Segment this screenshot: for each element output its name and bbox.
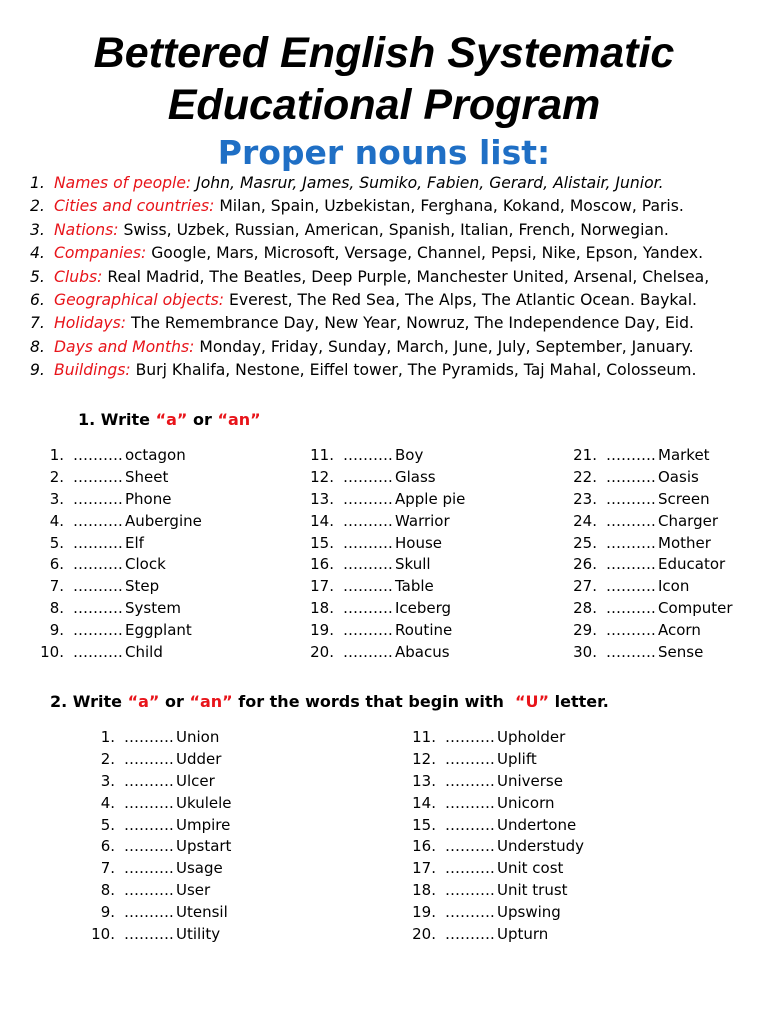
proper-noun-row — [30, 219, 765, 242]
answer-blank[interactable]: ………. — [73, 446, 123, 464]
exercise-item-word: Sense — [658, 643, 704, 662]
proper-noun-number: 6. — [30, 290, 45, 309]
answer-blank[interactable]: ………. — [343, 577, 393, 596]
page-title-line-1: Bettered English Systematic — [93, 29, 675, 77]
answer-blank[interactable]: ………. — [606, 446, 656, 464]
exercise-item-word: Uplift — [497, 749, 537, 768]
exercise-item-word: Universe — [497, 771, 563, 790]
exercise-item-number: 1. — [49, 446, 64, 464]
answer-blank[interactable]: ………. — [343, 533, 393, 552]
exercise-item — [310, 576, 465, 598]
exercise-item-word: Iceberg — [395, 599, 452, 618]
exercise-item-word: Child — [125, 643, 163, 662]
exercise-item-word: Computer — [658, 599, 733, 618]
answer-blank[interactable]: ………. — [124, 859, 174, 878]
answer-blank[interactable]: ………. — [445, 881, 495, 900]
exercise-item-number: 15. — [310, 533, 334, 552]
exercise-item-word: Unit trust — [497, 881, 568, 900]
exercise-item — [412, 727, 584, 749]
exercise-item-number: 24. — [573, 511, 597, 530]
exercise-item-number: 28. — [573, 599, 597, 618]
exercise-item — [310, 489, 465, 511]
exercise-item-word: Usage — [176, 859, 223, 878]
proper-noun-number: 9. — [30, 361, 45, 380]
exercise-item-word: Abacus — [395, 643, 450, 662]
exercise-item-number: 6. — [100, 837, 115, 856]
exercise-item — [40, 511, 202, 533]
exercise-1-heading-prefix: 1. Write — [78, 410, 156, 429]
exercise-item-word: Utility — [176, 925, 221, 944]
answer-blank[interactable]: ………. — [343, 555, 393, 574]
exercise-item-number: 16. — [412, 837, 436, 856]
proper-noun-examples: Everest, The Red Sea, The Alps, The Atlantic Ocean. Baykal. — [224, 290, 697, 309]
answer-blank[interactable]: ………. — [445, 903, 495, 922]
exercise-item-word: Step — [125, 577, 160, 596]
exercise-1-column-3 — [573, 445, 733, 664]
proper-noun-row — [30, 195, 765, 218]
exercise-item — [412, 793, 584, 815]
answer-blank[interactable]: ………. — [343, 446, 393, 464]
exercise-item-number: 9. — [49, 621, 64, 640]
exercise-2-heading — [50, 690, 609, 714]
answer-blank[interactable]: ………. — [124, 771, 174, 790]
exercise-item-number: 22. — [573, 467, 597, 486]
answer-blank[interactable]: ………. — [343, 489, 393, 508]
exercise-item-word: Aubergine — [125, 511, 202, 530]
exercise-item-number: 1. — [100, 728, 115, 746]
answer-blank[interactable]: ………. — [445, 793, 495, 812]
exercise-item — [310, 445, 465, 467]
exercise-item-number: 12. — [310, 467, 334, 486]
exercise-1-heading-or: or — [187, 410, 218, 429]
exercise-item-number: 20. — [412, 925, 436, 944]
exercise-item — [310, 598, 465, 620]
exercise-item-number: 9. — [100, 903, 115, 922]
exercise-item-number: 19. — [412, 903, 436, 922]
exercise-item — [40, 489, 202, 511]
exercise-item-word: House — [395, 533, 443, 552]
exercise-item-number: 18. — [310, 599, 334, 618]
exercise-2-heading-prefix: 2. Write — [50, 692, 128, 711]
exercise-item-number: 2. — [49, 467, 64, 486]
exercise-item — [573, 554, 733, 576]
exercise-item — [412, 902, 584, 924]
exercise-item-word: Ulcer — [176, 771, 215, 790]
exercise-item — [573, 576, 733, 598]
proper-noun-category: Geographical objects: — [54, 290, 225, 309]
exercise-item-word: Apple pie — [395, 489, 466, 508]
exercise-item — [310, 554, 465, 576]
answer-blank[interactable]: ………. — [343, 511, 393, 530]
answer-blank[interactable]: ………. — [73, 555, 123, 574]
answer-blank[interactable]: ………. — [606, 489, 656, 508]
answer-blank[interactable]: ………. — [343, 643, 393, 662]
exercise-item-word: octagon — [125, 446, 186, 464]
exercise-item — [91, 902, 232, 924]
exercise-item — [91, 858, 232, 880]
exercise-item-word: Glass — [395, 467, 436, 486]
exercise-item-word: Icon — [658, 577, 690, 596]
exercise-item-word: Union — [176, 728, 220, 746]
proper-noun-row — [30, 172, 765, 195]
proper-noun-category: Holidays: — [54, 314, 126, 333]
exercise-item — [412, 771, 584, 793]
proper-noun-number: 7. — [30, 314, 45, 333]
exercise-item — [91, 727, 232, 749]
answer-blank[interactable]: ………. — [445, 837, 495, 856]
answer-blank[interactable]: ………. — [73, 511, 123, 530]
exercise-item — [40, 576, 202, 598]
exercise-item — [40, 533, 202, 555]
exercise-item-number: 11. — [412, 728, 436, 746]
exercise-item-number: 25. — [573, 533, 597, 552]
exercise-item — [310, 467, 465, 489]
exercise-item-word: Upswing — [497, 903, 561, 922]
answer-blank[interactable]: ………. — [445, 815, 495, 834]
answer-blank[interactable]: ………. — [606, 621, 656, 640]
exercise-2-column-2 — [412, 727, 584, 946]
exercise-2-heading-or: or — [159, 692, 190, 711]
proper-noun-examples: The Remembrance Day, New Year, Nowruz, The Independence Day, Eid. — [126, 314, 694, 333]
exercise-item-word: Ukulele — [176, 793, 232, 812]
exercise-item-number: 3. — [49, 489, 64, 508]
page-title-line-2: Educational Program — [167, 81, 601, 129]
exercise-item — [310, 511, 465, 533]
exercise-item — [91, 749, 232, 771]
answer-blank[interactable]: ………. — [124, 903, 174, 922]
exercise-item — [573, 642, 733, 664]
answer-blank[interactable]: ………. — [606, 533, 656, 552]
exercise-item — [40, 445, 202, 467]
exercise-item-number: 14. — [310, 511, 334, 530]
exercise-item-number: 29. — [573, 621, 597, 640]
answer-blank[interactable]: ………. — [124, 925, 174, 944]
proper-noun-examples: Swiss, Uzbek, Russian, American, Spanish, Italian, French, Norwegian. — [118, 220, 669, 239]
exercise-1-heading-an: “an” — [217, 410, 261, 429]
proper-noun-category: Days and Months: — [54, 337, 195, 356]
proper-noun-examples: Google, Mars, Microsoft, Versage, Channel, Pepsi, Nike, Epson, Yandex. — [146, 244, 704, 263]
proper-noun-category: Companies: — [54, 244, 147, 263]
answer-blank[interactable]: ………. — [445, 859, 495, 878]
proper-noun-examples: John, Masrur, James, Sumiko, Fabien, Gerard, Alistair, Junior. — [191, 174, 664, 192]
exercise-item — [91, 836, 232, 858]
exercise-item-word: Upturn — [497, 925, 549, 944]
proper-noun-row — [30, 242, 765, 265]
answer-blank[interactable]: ………. — [606, 643, 656, 662]
answer-blank[interactable]: ………. — [124, 793, 174, 812]
exercise-2-heading-middle: for the words that begin with — [232, 692, 516, 711]
answer-blank[interactable]: ………. — [73, 489, 123, 508]
exercise-item-word: Warrior — [395, 511, 450, 530]
answer-blank[interactable]: ………. — [124, 881, 174, 900]
exercise-item — [91, 771, 232, 793]
exercise-item-word: Skull — [395, 555, 431, 574]
exercise-1-heading — [78, 408, 261, 432]
answer-blank[interactable]: ………. — [73, 533, 123, 552]
proper-noun-number: 2. — [30, 197, 45, 216]
exercise-1-column-2 — [310, 445, 465, 664]
proper-noun-number: 3. — [30, 220, 45, 239]
proper-noun-row — [30, 266, 765, 289]
exercise-item-number: 5. — [49, 533, 64, 552]
answer-blank[interactable]: ………. — [606, 555, 656, 574]
exercise-item-word: Market — [658, 446, 710, 464]
exercise-item-number: 16. — [310, 555, 334, 574]
exercise-item-number: 26. — [573, 555, 597, 574]
exercise-item-word: Utensil — [176, 903, 228, 922]
exercise-item-word: Understudy — [497, 837, 585, 856]
exercise-item-number: 5. — [100, 815, 115, 834]
exercise-item-word: Mother — [658, 533, 711, 552]
exercise-item-number: 23. — [573, 489, 597, 508]
proper-noun-row — [30, 312, 765, 335]
answer-blank[interactable]: ………. — [124, 815, 174, 834]
exercise-item-word: Undertone — [497, 815, 577, 834]
exercise-item-word: Table — [395, 577, 434, 596]
exercise-item-word: Boy — [395, 446, 424, 464]
exercise-item-number: 7. — [100, 859, 115, 878]
exercise-item-word: Upholder — [497, 728, 566, 746]
exercise-item-word: System — [125, 599, 181, 618]
exercise-item-number: 7. — [49, 577, 64, 596]
exercise-item — [310, 533, 465, 555]
exercise-item — [91, 815, 232, 837]
proper-noun-examples: Milan, Spain, Uzbekistan, Ferghana, Kokand, Moscow, Paris. — [214, 197, 684, 216]
proper-noun-category: Clubs: — [54, 267, 103, 286]
exercise-item-word: Charger — [658, 511, 718, 530]
proper-noun-row — [30, 336, 765, 359]
answer-blank[interactable]: ………. — [606, 577, 656, 596]
exercise-2-heading-an: “an” — [189, 692, 233, 711]
answer-blank[interactable]: ………. — [445, 728, 495, 746]
exercise-item-number: 13. — [412, 771, 436, 790]
answer-blank[interactable]: ………. — [445, 925, 495, 944]
exercise-item — [412, 858, 584, 880]
exercise-item-word: Sheet — [125, 467, 169, 486]
answer-blank[interactable]: ………. — [343, 599, 393, 618]
answer-blank[interactable]: ………. — [124, 728, 174, 746]
proper-noun-category: Names of people: — [54, 174, 192, 192]
answer-blank[interactable]: ………. — [606, 467, 656, 486]
exercise-item-word: User — [176, 881, 211, 900]
exercise-item — [573, 489, 733, 511]
proper-noun-examples: Burj Khalifa, Nestone, Eiffel tower, The Pyramids, Taj Mahal, Colosseum. — [130, 361, 697, 380]
proper-noun-number: 4. — [30, 244, 45, 263]
exercise-1-column-1 — [40, 445, 202, 664]
answer-blank[interactable]: ………. — [445, 749, 495, 768]
answer-blank[interactable]: ………. — [73, 643, 123, 662]
exercise-2-heading-suffix: letter. — [549, 692, 609, 711]
exercise-item — [310, 620, 465, 642]
exercise-item — [412, 880, 584, 902]
exercise-item — [573, 533, 733, 555]
answer-blank[interactable]: ………. — [73, 577, 123, 596]
answer-blank[interactable]: ………. — [73, 467, 123, 486]
exercise-item — [91, 880, 232, 902]
exercise-item-word: Clock — [125, 555, 166, 574]
exercise-item-number: 18. — [412, 881, 436, 900]
exercise-item-word: Educator — [658, 555, 726, 574]
proper-noun-row — [30, 359, 765, 382]
exercise-item-number: 8. — [49, 599, 64, 618]
exercise-item-number: 13. — [310, 489, 334, 508]
exercise-item-number: 21. — [573, 446, 597, 464]
exercise-item-number: 15. — [412, 815, 436, 834]
exercise-2-column-1 — [91, 727, 232, 946]
exercise-item-word: Oasis — [658, 467, 699, 486]
proper-noun-row — [30, 289, 765, 312]
answer-blank[interactable]: ………. — [73, 621, 123, 640]
exercise-2-heading-a: “a” — [127, 692, 160, 711]
answer-blank[interactable]: ………. — [124, 749, 174, 768]
exercise-item-word: Routine — [395, 621, 453, 640]
exercise-item-number: 10. — [91, 925, 115, 944]
exercise-item-number: 4. — [100, 793, 115, 812]
exercise-item-word: Eggplant — [125, 621, 192, 640]
exercise-item-number: 10. — [40, 643, 64, 662]
answer-blank[interactable]: ………. — [445, 771, 495, 790]
exercise-item-word: Udder — [176, 749, 222, 768]
proper-noun-number: 8. — [30, 337, 45, 356]
exercise-item-word: Phone — [125, 489, 172, 508]
exercise-item — [310, 642, 465, 664]
exercise-item — [40, 554, 202, 576]
proper-noun-number: 1. — [30, 174, 45, 192]
exercise-item-number: 19. — [310, 621, 334, 640]
exercise-item — [573, 598, 733, 620]
exercise-item-number: 2. — [100, 749, 115, 768]
exercise-item-number: 14. — [412, 793, 436, 812]
exercise-item-word: Unicorn — [497, 793, 555, 812]
exercise-item — [40, 620, 202, 642]
exercise-item — [412, 749, 584, 771]
proper-noun-examples: Real Madrid, The Beatles, Deep Purple, Manchester United, Arsenal, Chelsea, — [102, 267, 710, 286]
exercise-item-number: 27. — [573, 577, 597, 596]
exercise-item-word: Unit cost — [497, 859, 564, 878]
exercise-item — [412, 924, 584, 946]
exercise-item — [40, 467, 202, 489]
exercise-item-word: Screen — [658, 489, 710, 508]
exercise-item — [573, 445, 733, 467]
exercise-item — [573, 467, 733, 489]
exercise-item-word: Umpire — [176, 815, 231, 834]
exercise-2-heading-u: “U” — [515, 692, 550, 711]
exercise-item — [91, 793, 232, 815]
exercise-item — [40, 642, 202, 664]
exercise-item-word: Upstart — [176, 837, 232, 856]
proper-noun-examples: Monday, Friday, Sunday, March, June, July, September, January. — [194, 337, 694, 356]
exercise-item-number: 6. — [49, 555, 64, 574]
exercise-item — [573, 620, 733, 642]
proper-noun-category: Nations: — [54, 220, 119, 239]
exercise-item-number: 17. — [412, 859, 436, 878]
exercise-item-word: Acorn — [658, 621, 701, 640]
answer-blank[interactable]: ………. — [73, 599, 123, 618]
exercise-item-number: 8. — [100, 881, 115, 900]
exercise-item-number: 12. — [412, 749, 436, 768]
proper-nouns-list — [30, 172, 765, 383]
exercise-item-number: 4. — [49, 511, 64, 530]
exercise-item — [412, 836, 584, 858]
section-title-proper-nouns: Proper nouns list: — [217, 133, 551, 172]
exercise-item — [412, 815, 584, 837]
exercise-item-number: 17. — [310, 577, 334, 596]
exercise-item — [91, 924, 232, 946]
exercise-item — [40, 598, 202, 620]
answer-blank[interactable]: ………. — [606, 511, 656, 530]
proper-noun-number: 5. — [30, 267, 45, 286]
answer-blank[interactable]: ………. — [343, 621, 393, 640]
exercise-1-heading-a: “a” — [155, 410, 188, 429]
answer-blank[interactable]: ………. — [343, 467, 393, 486]
exercise-item-number: 30. — [573, 643, 597, 662]
proper-noun-category: Buildings: — [54, 361, 131, 380]
exercise-item-number: 3. — [100, 771, 115, 790]
answer-blank[interactable]: ………. — [124, 837, 174, 856]
exercise-item — [573, 511, 733, 533]
exercise-item-number: 11. — [310, 446, 334, 464]
answer-blank[interactable]: ………. — [606, 599, 656, 618]
proper-noun-category: Cities and countries: — [54, 197, 215, 216]
exercise-item-number: 20. — [310, 643, 334, 662]
exercise-item-word: Elf — [125, 533, 144, 552]
